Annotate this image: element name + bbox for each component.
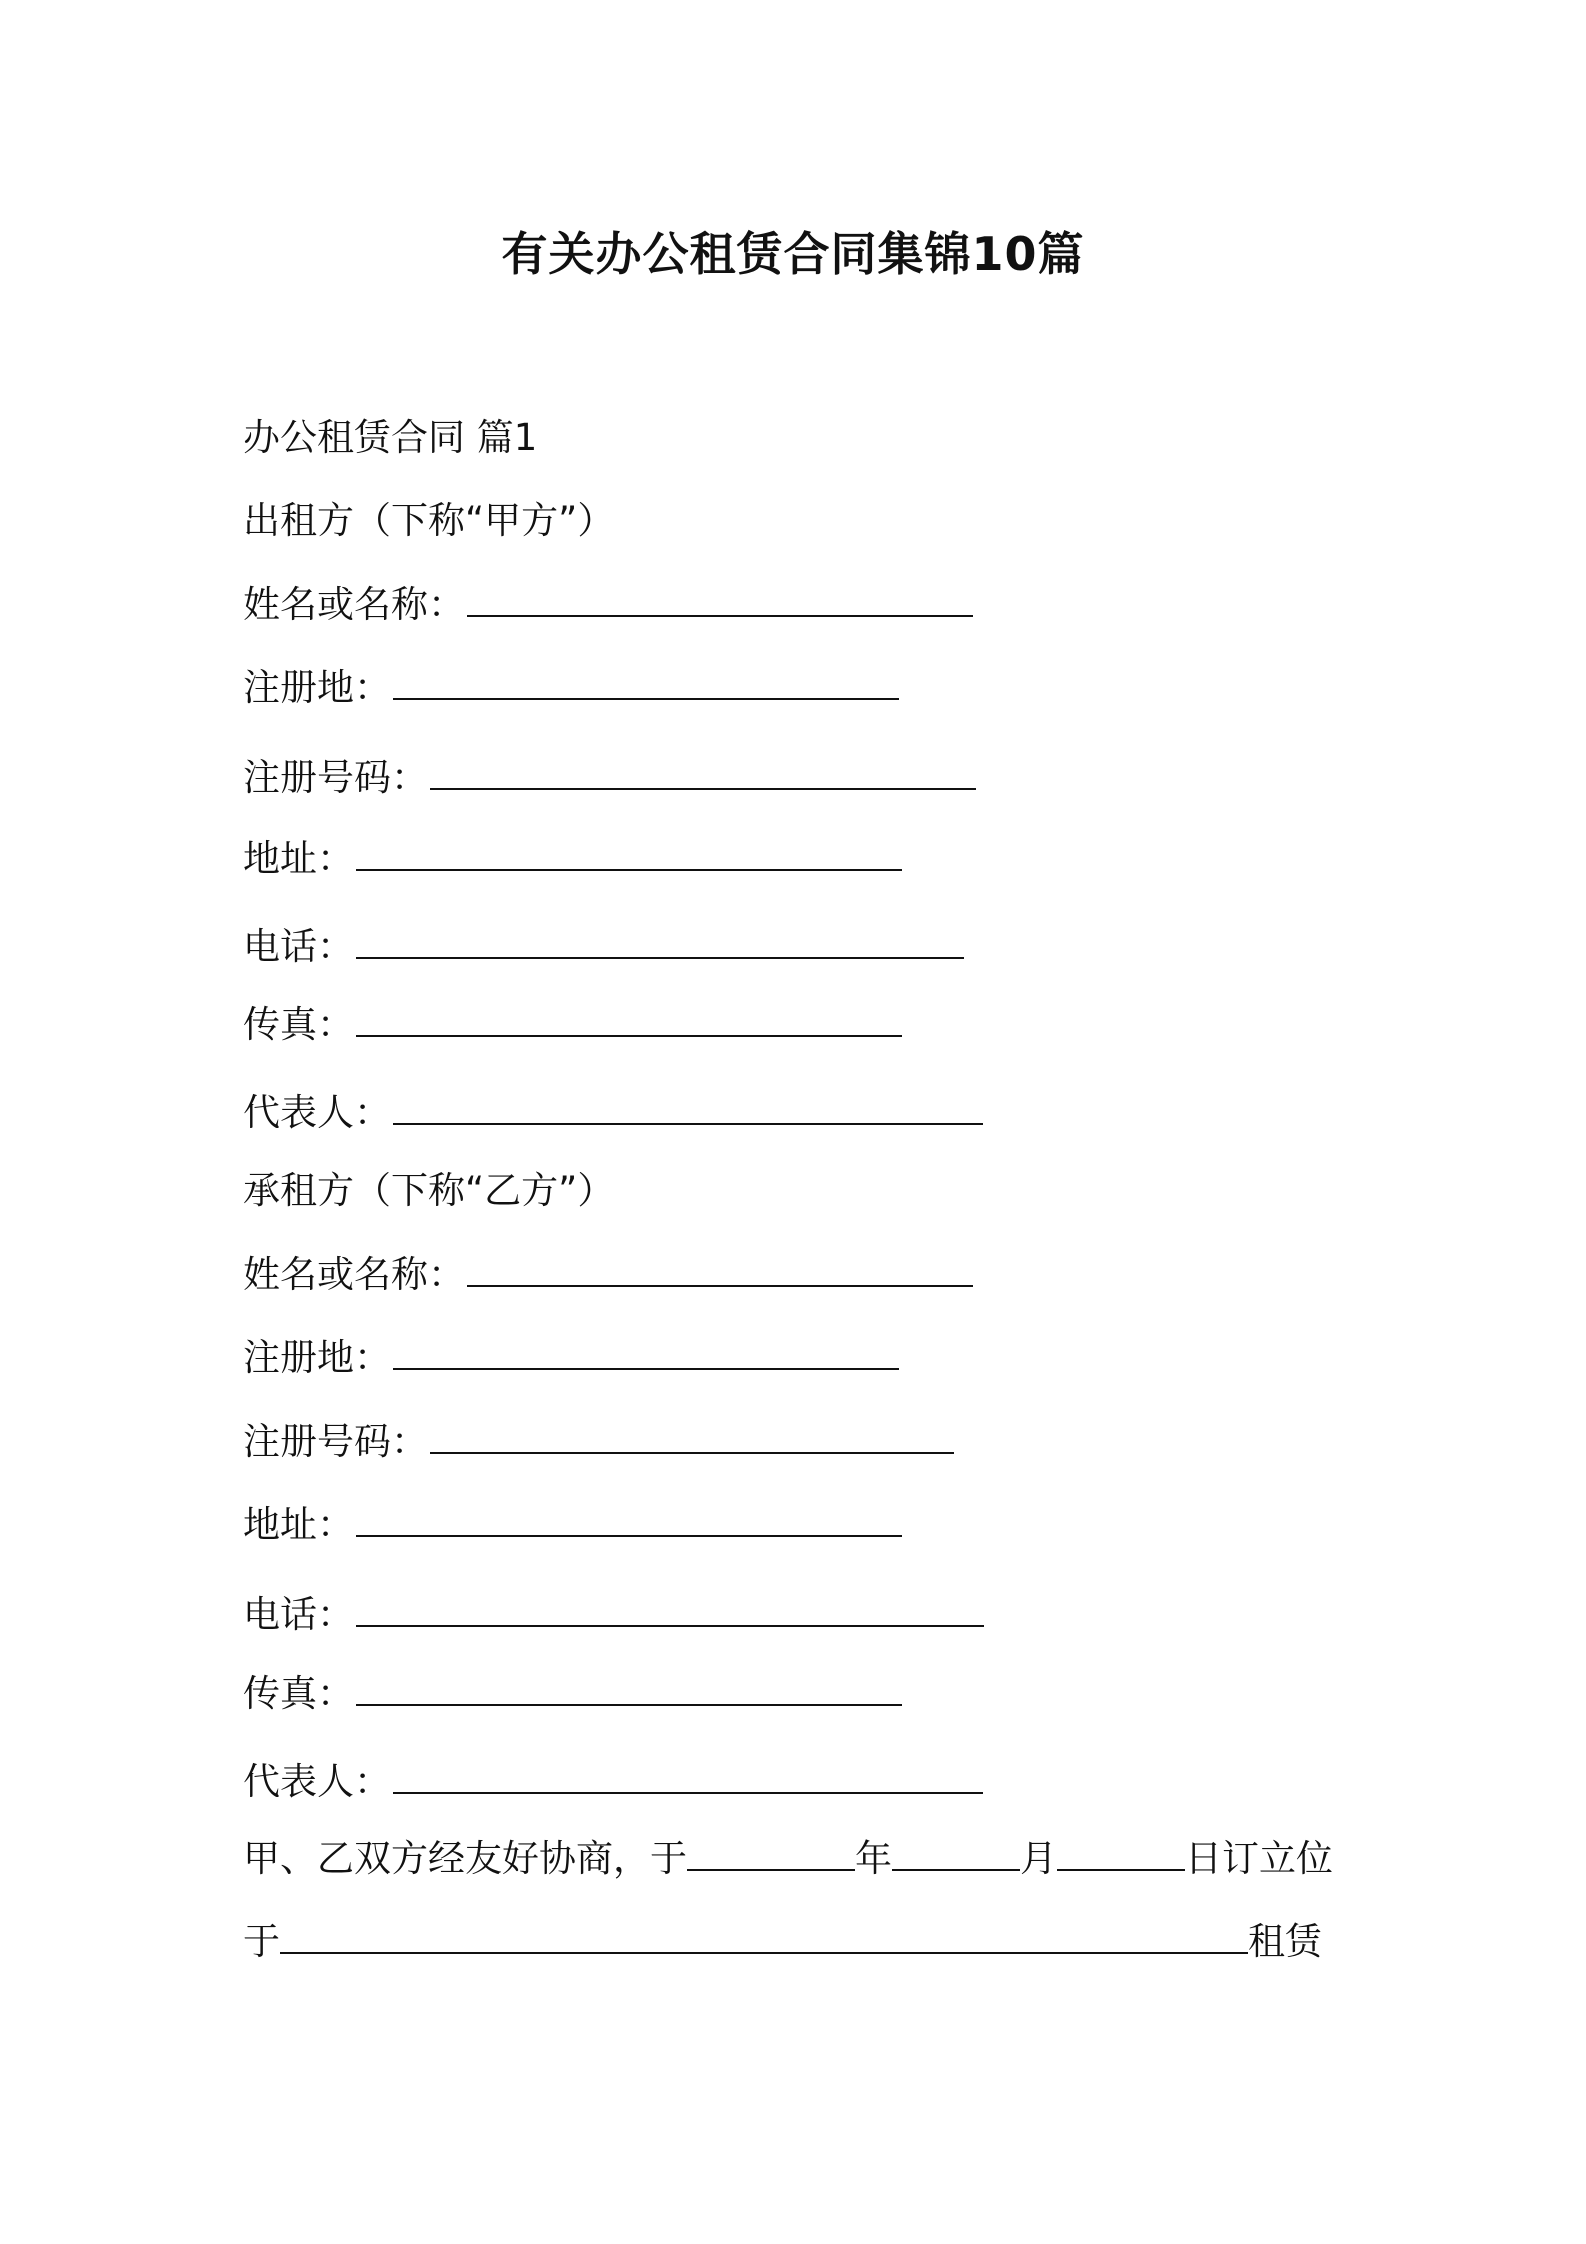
fill-in-blank [430,756,976,790]
lessee-representative-field [243,1757,983,1807]
field-label: 注册地： [243,1336,391,1379]
fill-in-blank [356,925,964,959]
fill-in-blank [467,1253,973,1287]
fill-in-blank [467,583,973,617]
lessor-registered-place-field [243,663,899,713]
fill-in-blank [393,1760,983,1794]
month-blank [892,1837,1020,1871]
lessee-fax-field [243,1669,902,1719]
fill-in-blank [356,1593,984,1627]
lessee-phone-field [243,1590,984,1640]
lessor-heading: 出租方（下称“甲方”） [243,499,615,542]
agreement-prefix: 甲、乙双方经友好协商，于 [243,1837,687,1880]
lessee-address-field [243,1500,902,1550]
document-title: 有关办公租赁合同集锦10篇 [501,227,1085,281]
fill-in-blank [356,1003,902,1037]
fill-in-blank [356,837,902,871]
field-label: 注册地： [243,666,391,709]
lessee-registration-number-field [243,1417,954,1467]
agreement-location-line [243,1917,1322,1967]
lessor-address-field [243,834,902,884]
fill-in-blank [356,1503,902,1537]
year-label: 年 [855,1837,892,1880]
agreement-date-line [243,1834,1333,1884]
field-label: 传真： [243,1672,354,1715]
fill-in-blank [393,1091,983,1125]
field-label: 地址： [243,1503,354,1546]
location-blank [280,1920,1248,1954]
lessee-heading: 承租方（下称“乙方”） [243,1169,615,1212]
fill-in-blank [393,666,899,700]
lessee-registered-place-field [243,1333,899,1383]
section-heading: 办公租赁合同 篇1 [243,416,538,459]
field-label: 代表人： [243,1760,391,1803]
lessor-representative-field [243,1088,983,1138]
lessee-name-field [243,1250,973,1300]
field-label: 电话： [243,1593,354,1636]
field-label: 地址： [243,837,354,880]
fill-in-blank [430,1420,954,1454]
day-blank [1057,1837,1185,1871]
lessor-fax-field [243,1000,902,1050]
lessor-name-field [243,580,973,630]
field-label: 注册号码： [243,756,428,799]
month-label: 月 [1020,1837,1057,1880]
fill-in-blank [356,1672,902,1706]
lease-label: 租赁 [1248,1920,1322,1963]
field-label: 姓名或名称： [243,583,465,626]
day-label: 日订立位 [1185,1837,1333,1880]
lessor-registration-number-field [243,753,976,803]
field-label: 姓名或名称： [243,1253,465,1296]
field-label: 代表人： [243,1091,391,1134]
lessor-phone-field [243,922,964,972]
field-label: 电话： [243,925,354,968]
field-label: 传真： [243,1003,354,1046]
field-label: 注册号码： [243,1420,428,1463]
year-blank [687,1837,855,1871]
location-prefix: 于 [243,1920,280,1963]
fill-in-blank [393,1336,899,1370]
